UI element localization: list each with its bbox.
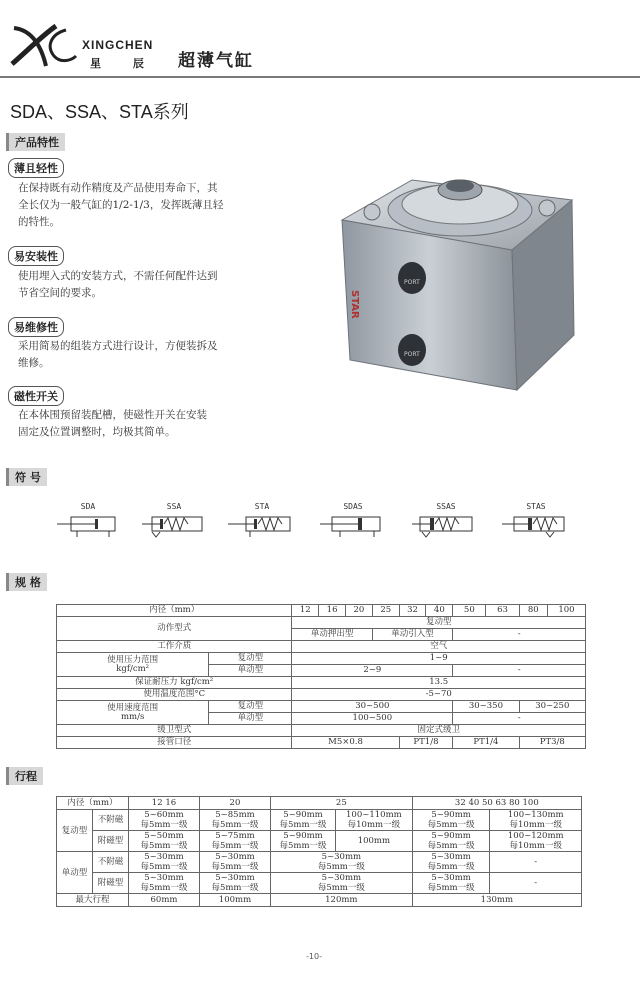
header-divider	[0, 76, 640, 78]
page-number: -10-	[306, 952, 322, 961]
table-row: 单动型 100~500 -	[57, 713, 586, 725]
stroke-table	[56, 796, 582, 907]
symbol-name-ssa: SSA	[166, 502, 182, 511]
table-row: 单动押出型 单动引入型 -	[57, 629, 586, 641]
brand-name-cn: 星 辰	[90, 57, 158, 70]
brand-mark-star: STAR	[349, 290, 360, 319]
symbols-section-label: 符 号	[6, 468, 47, 486]
table-row: 内径（mm） 12 16 20 25 32 40 50 63 80 100	[57, 797, 582, 810]
page-title: 超薄气缸	[178, 51, 254, 71]
symbol-name-sda: SDA	[80, 502, 96, 511]
symbol-name-stas: STAS	[526, 502, 546, 511]
stroke-section-label: 行程	[6, 767, 43, 785]
symbol-sta-icon	[226, 512, 298, 538]
feature-label-maintain: 易维修性	[8, 317, 64, 337]
symbol-ssa-icon	[140, 512, 212, 538]
feature-label-thin: 薄且轻性	[8, 158, 64, 178]
table-row: 单动型 不附磁 5~30mm 每5mm一级 5~30mm 每5mm一级 5~30mm 每5mm一级 5~30mm 每5mm一级 -	[57, 852, 582, 873]
brand-name-en: XINGCHEN	[82, 38, 154, 52]
feature-label-magnetic: 磁性开关	[8, 386, 64, 406]
xingchen-logo-icon	[6, 20, 78, 72]
symbol-name-sta: STA	[254, 502, 270, 511]
specs-table	[56, 604, 586, 749]
feature-text-install: 使用埋入式的安装方式，不需任何配件达到 节省空间的要求。	[18, 270, 218, 299]
table-row: 内径（mm） 12 16 20 25 32 40 50 63 80 100	[57, 605, 586, 617]
feature-label-install: 易安装性	[8, 246, 64, 266]
table-row: 复动型 不附磁 5~60mm 每5mm一级 5~85mm 每5mm一级 5~90mm 每5mm一级 100~110mm 每10mm一级 5~90mm 每5mm一级 100~130mm 每10mm一级	[57, 810, 582, 831]
table-row: 动作型式 复动型	[57, 617, 586, 629]
port-label-bottom: PORT	[404, 351, 420, 358]
table-row: 附磁型 5~30mm 每5mm一级 5~30mm 每5mm一级 5~30mm 每5mm一级 5~30mm 每5mm一级 -	[57, 873, 582, 894]
table-row: 缓卫型式 固定式缓卫	[57, 725, 586, 737]
feature-text-magnetic: 在本体围预留装配槽，使磁性开关在安装 固定及位置调整时，均极其简单。	[18, 409, 207, 438]
symbol-sda-icon	[55, 512, 127, 538]
features-section-label: 产品特性	[6, 133, 65, 151]
port-label-top: PORT	[404, 279, 420, 286]
specs-section-label: 规 格	[6, 573, 47, 591]
symbol-sdas-icon	[318, 512, 390, 538]
table-row: 使用压力范围 kgf/cm² 复动型 1~9	[57, 653, 586, 665]
table-row: 附磁型 5~50mm 每5mm一级 5~75mm 每5mm一级 5~90mm 每5mm一级 100mm 5~90mm 每5mm一级 100~120mm 每10mm一级	[57, 831, 582, 852]
symbol-stas-icon	[500, 512, 572, 538]
table-row: 单动型 2~9 -	[57, 665, 586, 677]
table-row: 最大行程 60mm 100mm 120mm 130mm	[57, 894, 582, 907]
symbol-name-ssas: SSAS	[436, 502, 456, 511]
feature-text-maintain: 采用简易的组装方式进行设计，方便装拆及 维修。	[18, 340, 218, 369]
table-row: 工作介质 空气	[57, 641, 586, 653]
symbol-ssas-icon	[410, 512, 482, 538]
series-title: SDA、SSA、STA系列	[10, 102, 189, 122]
symbol-name-sdas: SDAS	[343, 502, 363, 511]
table-row: 使用温度范围°C -5~70	[57, 689, 586, 701]
cylinder-product-image	[322, 160, 592, 400]
table-row: 接管口径 M5×0.8 PT1/8 PT1/4 PT3/8	[57, 737, 586, 749]
feature-text-thin: 在保持既有动作精度及产品使用寿命下，其 全长仅为一般气缸的1/2-1/3，发挥既薄且轻 的特性。	[18, 182, 224, 228]
table-row: 保证耐压力 kgf/cm² 13.5	[57, 677, 586, 689]
table-row: 使用速度范围 mm/s 复动型 30~500 30~350 30~250	[57, 701, 586, 713]
